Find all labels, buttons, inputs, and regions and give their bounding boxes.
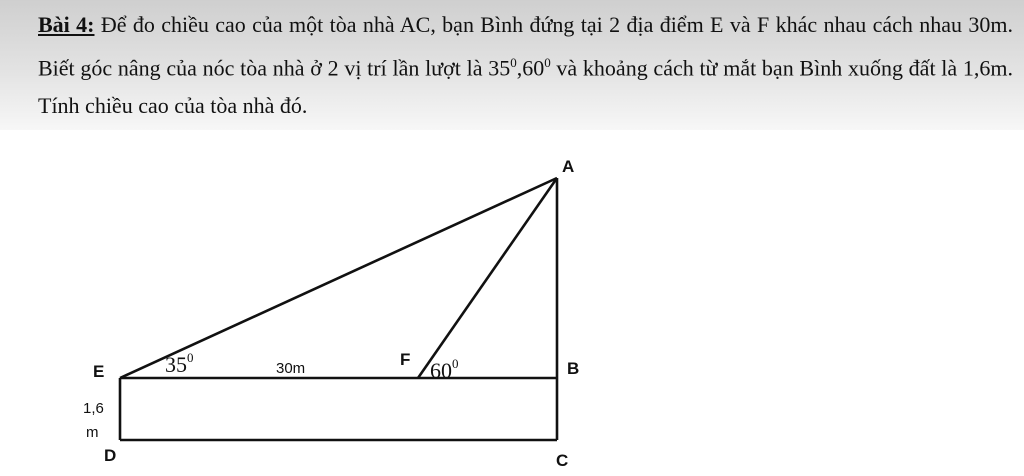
angle-F-degree: 0 [452,356,459,371]
degree-mark-1: 0 [510,55,517,70]
eye-height-unit: m [86,424,99,441]
segment-FA [418,178,557,378]
angle-value-1: 35 [488,55,511,81]
problem-text-after: và khoảng cách từ mắt bạn Bình xuống đất là 1,6m. Tính chiều cao của tòa nhà đó. [38,55,1014,119]
angle-E-value: 35 [165,352,187,377]
eye-height-value: 1,6 [83,400,104,417]
point-label-A: A [562,157,575,176]
point-label-B: B [567,359,580,378]
angle-label-E [165,350,194,377]
problem-statement: Bài 4: Để đo chiều cao của một tòa nhà AC, bạn Bình đứng tại 2 địa điểm E và F khác nhau cách nhau 30m. Biết góc nâng của nóc tòa nhà ở 2 vị trí lần lượt là $35^0,60^0$ và khoảng cách từ mắt bạn Bình xuống đất là 1,6m. Tính chiều cao của tòa nhà đó. [38,12,1014,119]
degree-mark-2: 0 [544,55,551,70]
point-label-D: D [104,446,117,465]
point-label-C: C [556,451,569,470]
problem-text-before: Để đo chiều cao của một tòa nhà AC, bạn Bình đứng tại 2 địa điểm E và F khác nhau cách nhau 30m. Biết góc nâng của nóc tòa nhà ở 2 vị trí lần lượt là [38,12,1013,81]
problem-label: Bài 4: [38,12,95,37]
angle-F-value: 60 [430,358,452,383]
segment-EA [120,178,557,378]
distance-EF-label: 30m [276,360,306,377]
point-label-F: F [400,350,411,369]
point-label-E: E [93,362,105,381]
angle-E-degree: 0 [187,350,194,365]
angle-value-2: 60 [522,55,545,81]
